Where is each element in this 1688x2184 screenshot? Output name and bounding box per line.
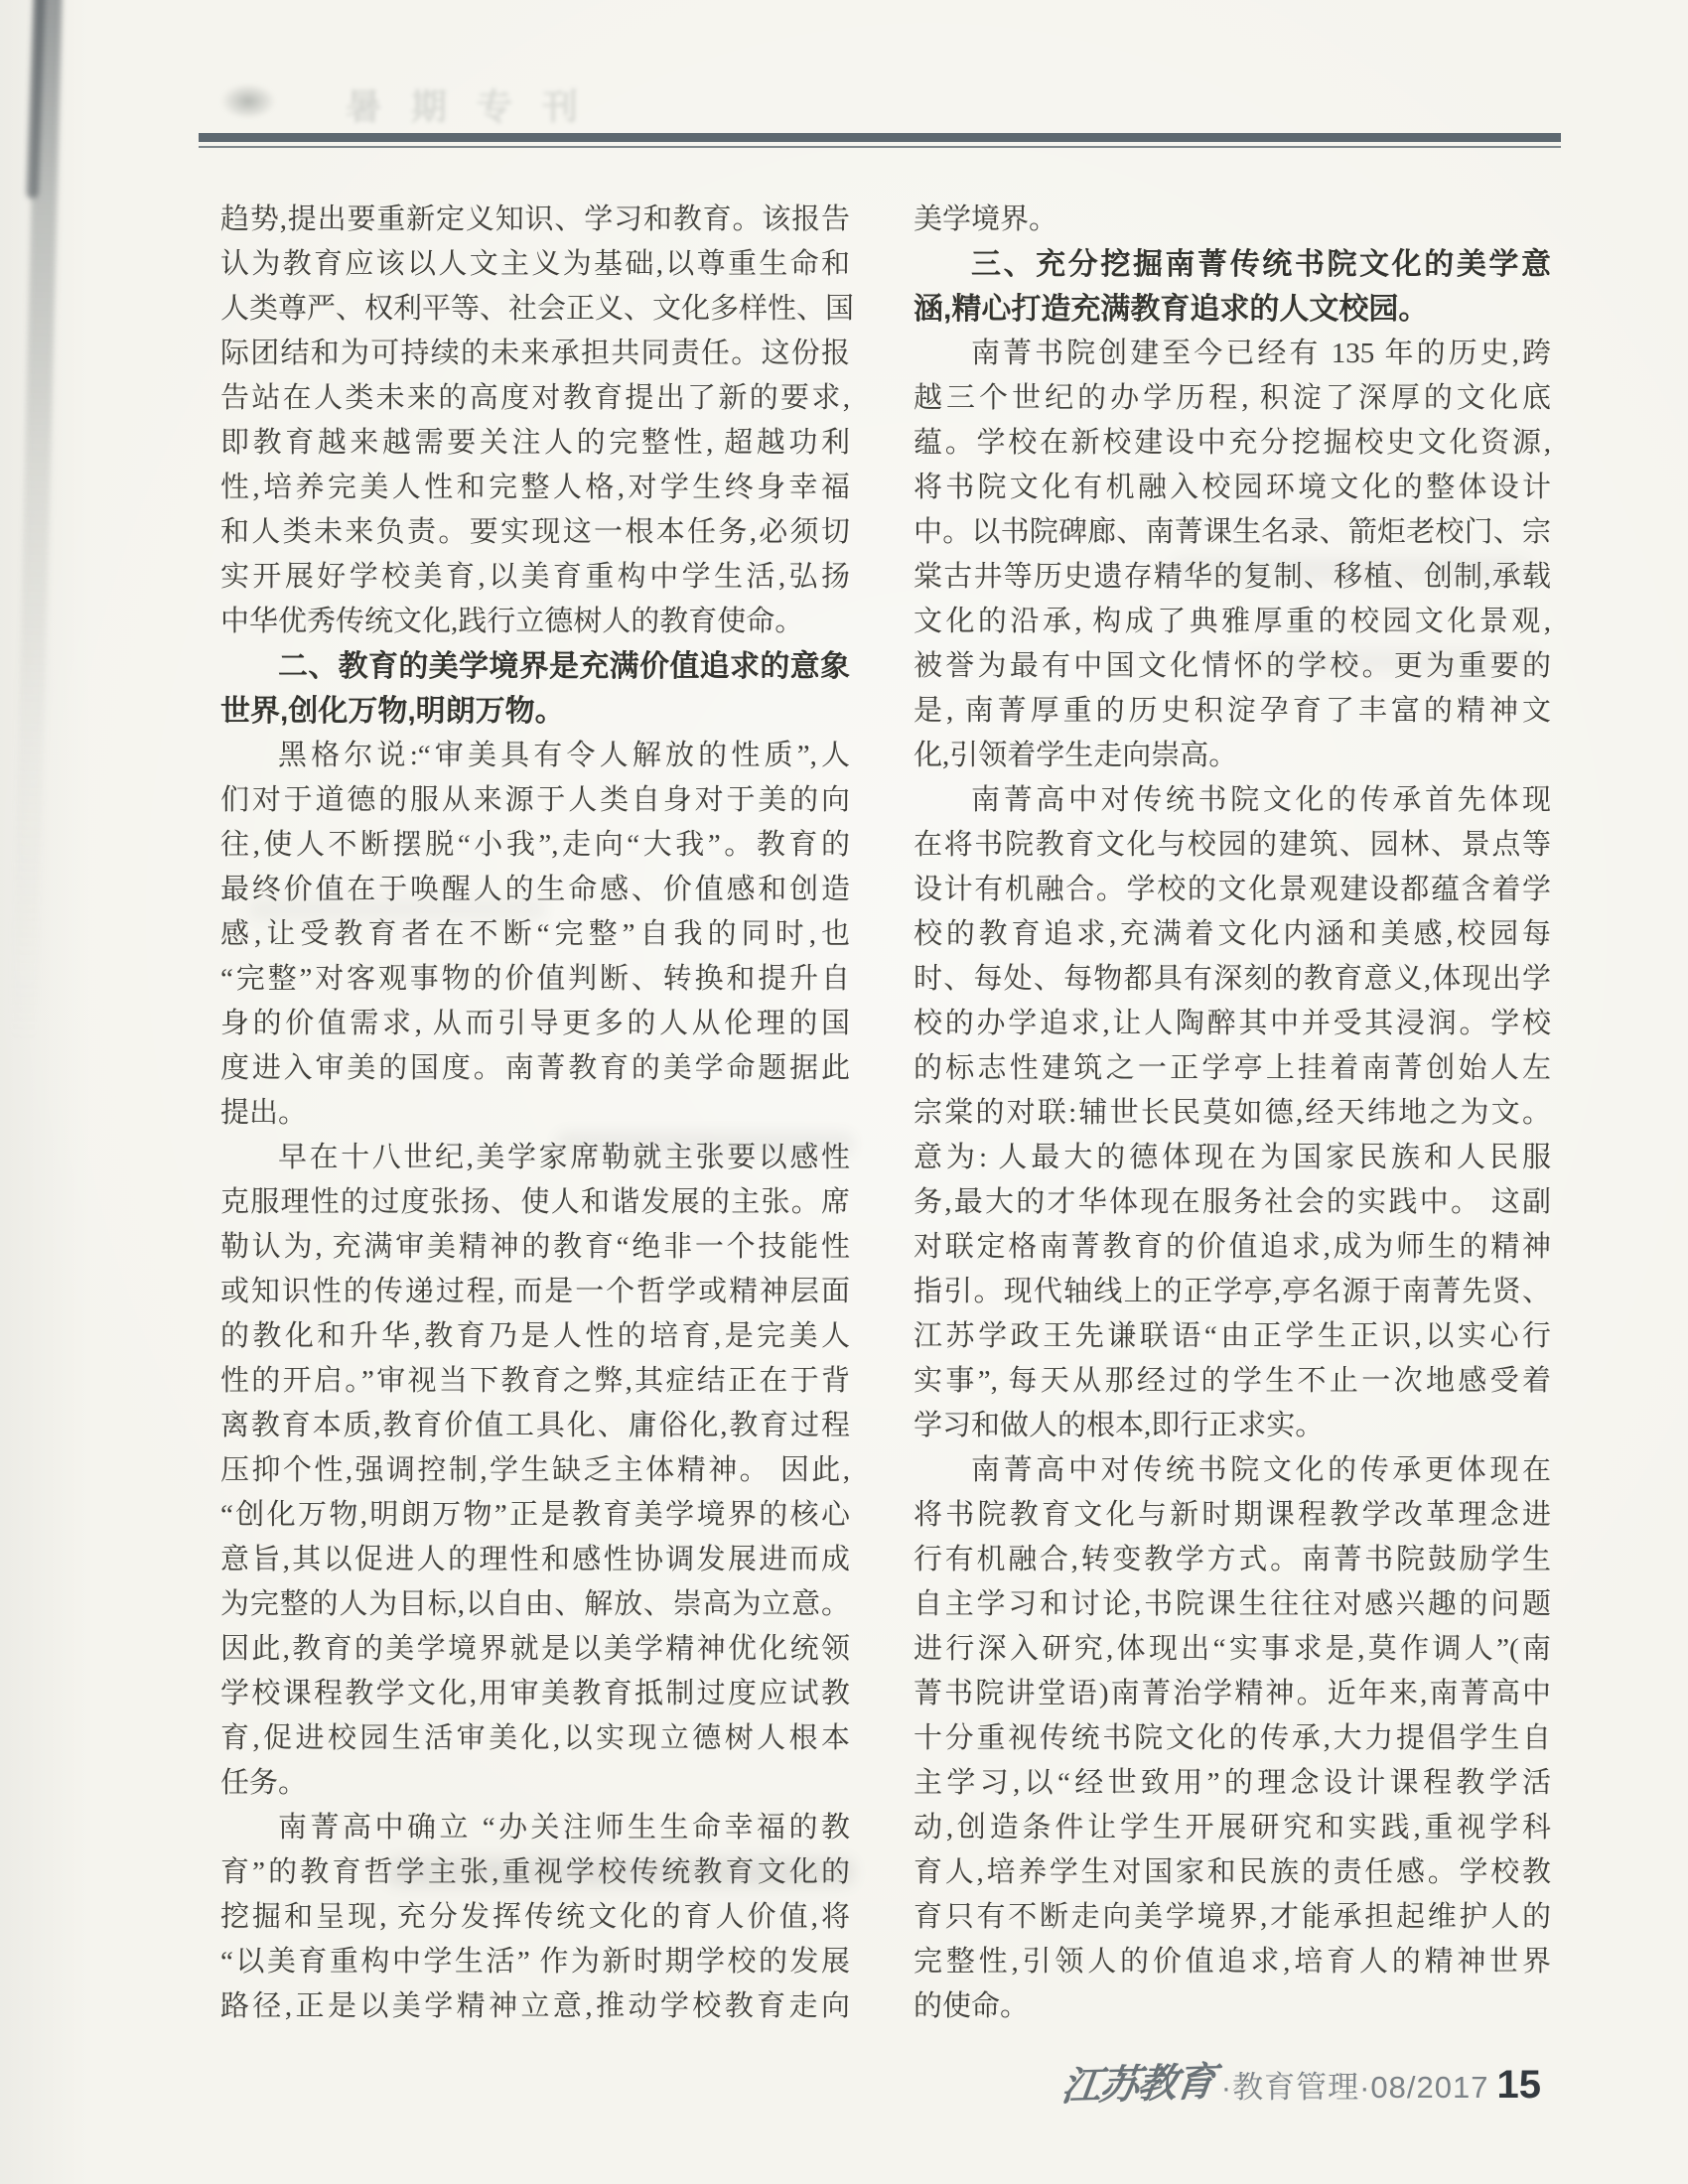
- body-text-line: 趋势,提出要重新定义知识、学习和教育。该报告: [220, 204, 850, 235]
- body-text-line: 度进入审美的国度。南菁教育的美学命题据此: [220, 1052, 850, 1084]
- body-text-line: 意旨,其以促进人的理性和感性协调发展进而成: [220, 1544, 850, 1575]
- body-text-line: 时、每处、每物都具有深刻的教育意义,体现出学: [914, 963, 1551, 995]
- ink-bleed-smudge: [556, 1132, 854, 1156]
- body-text-line: 告站在人类未来的高度对教育提出了新的要求,: [220, 382, 850, 414]
- body-text-line: 际团结和为可持续的未来承担共同责任。这份报: [220, 338, 850, 369]
- body-text-line: 校的教育追求,充满着文化内涵和美感,校园每: [914, 918, 1551, 950]
- body-text-line: 的教化和升华,教育乃是人性的培育,是完美人: [220, 1320, 850, 1352]
- body-text-line: 棠古井等历史遗存精华的复制、移植、创制,承载: [914, 561, 1551, 593]
- body-text-line: 南菁高中对传统书院文化的传承更体现在: [971, 1454, 1551, 1486]
- body-text-line: 美学境界。: [914, 204, 1058, 235]
- body-text-line: 或知识性的传递过程, 而是一个哲学或精神层面: [220, 1276, 850, 1307]
- body-text-line: 动,创造条件让学生开展研究和实践,重视学科: [914, 1812, 1551, 1843]
- body-text-line: “创化万物,明朗万物”正是教育美学境界的核心: [220, 1499, 850, 1531]
- heading-line: 三、充分挖掘南菁传统书院文化的美学意: [971, 248, 1551, 281]
- ghost-header-text: 暑期专刊: [346, 86, 609, 127]
- body-text-line: 性,培养完美人性和完整人格,对学生终身幸福: [220, 472, 850, 503]
- body-text-line: 菁书院讲堂语)南菁治学精神。近年来,南菁高中: [914, 1678, 1551, 1709]
- body-text-line: 实开展好学校美育,以美育重构中学生活,弘扬: [220, 561, 850, 593]
- body-text-line: 实事”, 每天从那经过的学生不止一次地感受着: [914, 1365, 1551, 1397]
- ink-bleed-smudge: [1241, 650, 1539, 672]
- body-text-line: 江苏学政王先谦联语“由正学生正识,以实心行: [914, 1320, 1551, 1352]
- body-text-line: 认为教育应该以人文主义为基础,以尊重生命和: [220, 248, 850, 280]
- body-text-line: 路径,正是以美学精神立意,推动学校教育走向: [220, 1990, 850, 2022]
- body-text-line: 感,让受教育者在不断“完整”自我的同时,也: [220, 918, 850, 950]
- body-text-line: 将书院教育文化与新时期课程教学改革理念进: [914, 1499, 1551, 1531]
- body-text-line: 行有机融合,转变教学方式。南菁书院鼓励学生: [914, 1544, 1551, 1575]
- body-text-line: 十分重视传统书院文化的传承,大力提倡学生自: [914, 1722, 1551, 1754]
- body-text-line: “完整”对客观事物的价值判断、转换和提升自: [220, 963, 850, 995]
- body-text-line: 身的价值需求, 从而引导更多的人从伦理的国: [220, 1008, 850, 1039]
- left-text-column: [220, 198, 855, 2029]
- body-text-line: 主学习,以“经世致用”的理念设计课程教学活: [914, 1767, 1551, 1799]
- body-text-line: 早在十八世纪,美学家席勒就主张要以感性: [278, 1142, 850, 1173]
- body-text-line: 进行深入研究,体现出“实事求是,莫作调人”(南: [914, 1633, 1551, 1665]
- ink-bleed-smudge: [248, 898, 546, 920]
- body-text-line: 化,引领着学生走向崇高。: [914, 740, 1238, 771]
- ink-bleed-smudge: [387, 1858, 854, 1886]
- body-text-line: 南菁高中确立 “办关注师生生命幸福的教: [278, 1812, 850, 1843]
- body-text-line: 勒认为, 充满审美精神的教育“绝非一个技能性: [220, 1231, 850, 1263]
- body-text-line: 宗棠的对联:辅世长民莫如德,经天纬地之为文。: [914, 1097, 1551, 1129]
- header-double-rule: [199, 133, 1561, 148]
- body-text-line: 中。以书院碑廊、南菁课生名录、箭炬老校门、宗: [914, 516, 1551, 548]
- right-text-column: [914, 198, 1551, 2029]
- body-text-line: 人类尊严、权利平等、社会正义、文化多样性、国: [220, 293, 855, 325]
- body-text-line: 黑格尔说:“审美具有令人解放的性质”,人: [278, 740, 850, 771]
- body-text-line: 育,促进校园生活审美化,以实现立德树人根本: [220, 1722, 850, 1754]
- body-text-line: 的标志性建筑之一正学亭上挂着南菁创始人左: [914, 1052, 1551, 1084]
- body-text-line: 意为: 人最大的德体现在为国家民族和人民服: [914, 1142, 1551, 1173]
- body-text-line: 最终价值在于唤醒人的生命感、价值感和创造: [220, 874, 850, 905]
- body-text-line: 性的开启。”审视当下教育之弊,其症结正在于背: [220, 1365, 850, 1397]
- ink-bleed-smudge: [1172, 558, 1529, 582]
- heading-line: 二、教育的美学境界是充满价值追求的意象: [278, 650, 850, 683]
- body-text-line: 南菁书院创建至今已经有 135 年的历史,跨: [971, 338, 1551, 369]
- body-text-line: 蕴。学校在新校建设中充分挖掘校史文化资源,: [914, 427, 1551, 459]
- body-text-line: 克服理性的过度张扬、使人和谐发展的主张。席: [220, 1186, 850, 1218]
- body-text-line: 挖掘和呈现, 充分发挥传统文化的育人价值,将: [220, 1901, 850, 1933]
- body-text-line: 的使命。: [914, 1990, 1030, 2022]
- body-text-line: 学校课程教学文化,用审美教育抵制过度应试教: [220, 1678, 850, 1709]
- body-text-line: 往,使人不断摆脱“小我”,走向“大我”。教育的: [220, 829, 850, 861]
- body-text-line: 完整性,引领人的价值追求,培育人的精神世界: [914, 1946, 1551, 1978]
- body-text-line: 指引。现代轴线上的正学亭,亭名源于南菁先贤、: [914, 1276, 1551, 1307]
- body-text-line: 中华优秀传统文化,践行立德树人的教育使命。: [220, 606, 804, 637]
- body-text-line: 南菁高中对传统书院文化的传承首先体现: [971, 784, 1551, 816]
- header-rule-thin: [199, 146, 1561, 148]
- body-text-line: 为完整的人为目标,以自由、解放、崇高为立意。: [220, 1588, 850, 1620]
- body-text-line: 校的办学追求,让人陶醉其中并受其浸润。学校: [914, 1008, 1551, 1039]
- header-rule-thick: [199, 133, 1561, 142]
- body-text-line: 被誉为最有中国文化情怀的学校。更为重要的: [914, 650, 1551, 682]
- body-text-line: 和人类未来负责。要实现这一根本任务,必须切: [220, 516, 850, 548]
- body-text-line: 学习和做人的根本,即行正求实。: [914, 1410, 1325, 1441]
- body-text-line: 离教育本质,教育价值工具化、庸俗化,教育过程: [220, 1410, 850, 1441]
- body-text-line: 越三个世纪的办学历程, 积淀了深厚的文化底: [914, 382, 1551, 414]
- body-text-line: 在将书院教育文化与校园的建筑、园林、景点等: [914, 829, 1551, 861]
- body-text-line: 压抑个性,强调控制,学生缺乏主体精神。 因此,: [220, 1454, 850, 1486]
- ghost-logo-bleed: [220, 83, 276, 119]
- heading-line: 世界,创化万物,明朗万物。: [220, 695, 565, 728]
- page-footer: [1058, 2053, 1541, 2113]
- body-text-line: 将书院文化有机融入校园环境文化的整体设计: [914, 472, 1551, 503]
- body-text-line: 对联定格南菁教育的价值追求,成为师生的精神: [914, 1231, 1551, 1263]
- body-text-line: 育只有不断走向美学境界,才能承担起维护人的: [914, 1901, 1551, 1933]
- journal-logotype: 江苏教育: [1058, 2058, 1216, 2111]
- body-text-line: 育”的教育哲学主张,重视学校传统教育文化的: [220, 1856, 850, 1888]
- body-text-line: 育人,培养学生对国家和民族的责任感。学校教: [914, 1856, 1551, 1888]
- body-text-line: 自主学习和讨论,书院课生往往对感兴趣的问题: [914, 1588, 1551, 1620]
- body-text-line: 是, 南菁厚重的历史积淀孕育了丰富的精神文: [914, 695, 1551, 727]
- body-text-line: 任务。: [220, 1767, 308, 1799]
- body-text-line: 因此,教育的美学境界就是以美学精神优化统领: [220, 1633, 850, 1665]
- page-number: 15: [1496, 2063, 1541, 2107]
- body-text-line: “以美育重构中学生活” 作为新时期学校的发展: [220, 1946, 850, 1978]
- body-text-line: 文化的沿承, 构成了典雅厚重的校园文化景观,: [914, 606, 1551, 637]
- heading-line: 涵,精心打造充满教育追求的人文校园。: [914, 293, 1429, 326]
- body-text-line: 提出。: [220, 1097, 308, 1129]
- body-text-line: 设计有机融合。学校的文化景观建设都蕴含着学: [914, 874, 1551, 905]
- footer-section-issue: ·教育管理·08/2017: [1220, 2070, 1489, 2105]
- body-text-line: 务,最大的才华体现在服务社会的实践中。 这副: [914, 1186, 1551, 1218]
- body-text-line: 们对于道德的服从来源于人类自身对于美的向: [220, 784, 850, 816]
- body-text-line: 即教育越来越需要关注人的完整性, 超越功利: [220, 427, 850, 459]
